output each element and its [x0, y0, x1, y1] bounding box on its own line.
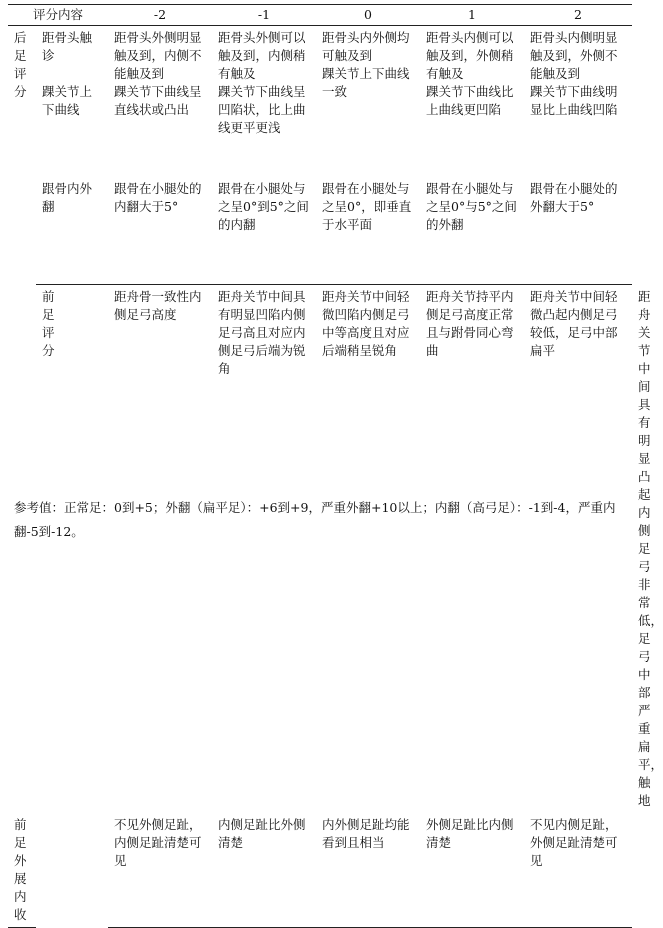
cell: 跟骨在小腿处与之呈0°与5°之间的外翻: [420, 177, 524, 285]
cell: 距骨头外侧可以触及到，内侧稍有触及 踝关节下曲线呈凹陷状，比上曲线更平更浅: [218, 30, 306, 135]
region-label-forefoot: 前 足 评 分: [42, 289, 55, 358]
reference-note: 参考值：正常足：0到+5；外翻（扁平足）：+6到+9，严重外翻+10以上；内翻（高弓足）：-1到-4，严重内翻-5到-12。: [14, 500, 616, 539]
cell: 距舟关节中间轻微凸起内侧足弓较低，足弓中部扁平: [530, 289, 618, 358]
table-row: [8, 26, 632, 177]
row-item: 前足外展内收: [8, 813, 36, 928]
cell: 距骨头外侧明显触及到，内侧不能触及到 踝关节下曲线呈直线状或凸出: [114, 30, 202, 117]
cell: 距骨头内侧可以触及到，外侧稍有触及 踝关节下曲线比上曲线更凹陷: [426, 30, 514, 117]
cell: 距舟关节持平内侧足弓高度正常且与跗骨同心弯曲: [426, 289, 514, 358]
header-score-minus-2: -2: [108, 5, 212, 26]
header-score-1: 1: [420, 5, 524, 26]
header-score-2: 2: [524, 5, 632, 26]
cell: 跟骨在小腿处与之呈0°到5°之间的内翻: [212, 177, 316, 285]
cell: 距骨头内侧明显触及到，外侧不能触及到 踝关节下曲线明显比上曲线凹陷: [530, 30, 618, 117]
cell: 内外侧足趾均能看到且相当: [316, 813, 420, 928]
cell: 距舟关节中间轻微凹陷内侧足弓中等高度且对应后端稍呈锐角: [322, 289, 410, 358]
cell: 距骨头内外侧均可触及到 踝关节上下曲线一致: [322, 30, 410, 99]
item-part: 踝关节上下曲线: [42, 84, 93, 117]
cell: 跟骨在小腿处与之呈0°，即垂直于水平面: [316, 177, 420, 285]
region-label-hindfoot: 后 足 评 分: [14, 30, 27, 99]
row-item: 跟骨内外翻: [36, 177, 108, 285]
header-item: 评分内容: [8, 5, 108, 26]
cell: 不见外侧足趾，内侧足趾清楚可见: [108, 813, 212, 928]
cell: 跟骨在小腿处的外翻大于5°: [524, 177, 632, 285]
cell: 跟骨在小腿处的内翻大于5°: [108, 177, 212, 285]
row-item: [36, 26, 108, 177]
cell: 内侧足趾比外侧清楚: [212, 813, 316, 928]
header-score-0: 0: [316, 5, 420, 26]
table-row: 前 足 评 分 距舟骨一致性内侧足弓高度 距舟关节中间具有明显凹陷内侧足弓高且对应内侧足弓后端为锐角 距舟关节中间轻微凹陷内侧足弓中等高度且对应后端稍呈锐角 距舟关节持平内侧足弓高度正常且与跗骨同心弯曲 距舟关节中间轻微凸起内侧足弓较低，足弓中部扁平 距舟关节中间具有明显凸起内侧足弓非常低，足弓中部严重扁平，触地: [8, 285, 632, 813]
table-row: [8, 177, 632, 285]
item-part: 距骨头触诊: [42, 30, 93, 63]
header-row: [8, 5, 632, 26]
row-item: 距舟骨一致性内侧足弓高度: [114, 289, 202, 322]
cell: 距舟关节中间具有明显凹陷内侧足弓高且对应内侧足弓后端为锐角: [218, 289, 306, 376]
cell: 外侧足趾比内侧清楚: [420, 813, 524, 928]
foot-posture-table: [8, 4, 663, 928]
cell: 不见内侧足趾，外侧足趾清楚可见: [524, 813, 632, 928]
header-score-minus-1: -1: [212, 5, 316, 26]
